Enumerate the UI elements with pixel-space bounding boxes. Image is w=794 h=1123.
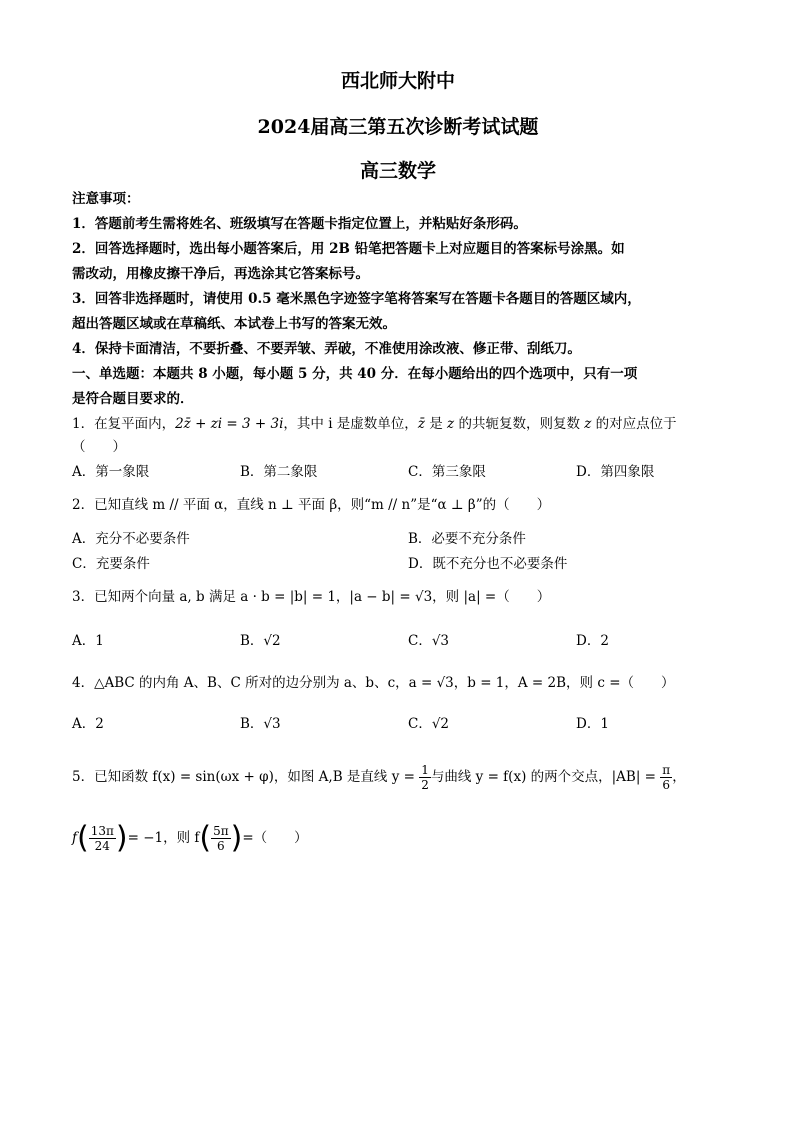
- q5-mid: 与曲线 y = f(x) 的两个交点，|AB| =: [430, 769, 656, 785]
- q3-option-a: A．1: [72, 633, 104, 649]
- q5-fraction-13pi-24: [89, 824, 116, 853]
- q2-option-d: D．既不充分也不必要条件: [408, 556, 568, 572]
- notice-item-1: 1．答题前考生需将姓名、班级填写在答题卡指定位置上，并粘贴好条形码。: [72, 216, 527, 232]
- q4-option-c: C．√2: [408, 716, 450, 732]
- q5-pi-den: 6: [662, 778, 671, 792]
- q1-option-b: B．第二象限: [240, 464, 318, 480]
- question-5-condition: [72, 818, 724, 859]
- q1-post: 的共轭复数，则复数: [454, 416, 585, 432]
- q1-option-a: A．第一象限: [72, 464, 150, 480]
- q5-tail: ，: [672, 769, 686, 785]
- q2-option-c: C．充要条件: [72, 556, 150, 572]
- q3-option-c: C．√3: [408, 633, 450, 649]
- q5-fraction-pi-6: [660, 763, 672, 792]
- q5-paren-close-2: ): [230, 820, 243, 856]
- q1-mid: ，其中 i 是虚数单位，: [283, 416, 418, 432]
- q4-option-b: B．√3: [240, 716, 281, 732]
- section-heading: 一、单选题：本题共 8 小题，每小题 5 分，共 40 分．在每小题给出的四个选项中，只有一项: [72, 366, 638, 382]
- q5-f1: f: [72, 830, 77, 846]
- q5-num2: 5π: [213, 824, 229, 838]
- q2-option-a: A．充分不必要条件: [72, 531, 190, 547]
- notice-item-2: 2．回答选择题时，选出每小题答案后，用 2B 铅笔把答题卡上对应题目的答案标号涂黑。如: [72, 241, 625, 257]
- q2-option-b: B．必要不充分条件: [408, 531, 526, 547]
- q5-fraction-5pi-6: [211, 824, 231, 853]
- q5-pi-num: π: [662, 763, 671, 777]
- q5-l2-tail: =（ ）: [242, 830, 308, 846]
- q5-paren-close-1: ): [115, 820, 128, 856]
- q5-pre: 5．已知函数 f(x) = sin(ωx + φ)，如图 A,B 是直线 y =: [72, 769, 415, 785]
- notice-item-3: 3．回答非选择题时，请使用 0.5 毫米黑色字迹签字笔将答案写在答题卡各题目的答题区域内，: [72, 291, 641, 307]
- q3-option-d: D．2: [576, 633, 609, 649]
- notice-item-3-cont: 超出答题区域或在草稿纸、本试卷上书写的答案无效。: [72, 316, 396, 332]
- q5-den2: 6: [217, 839, 225, 853]
- subject-title: 高三数学: [359, 160, 436, 182]
- q1-tail: 的对应点位于: [591, 416, 677, 432]
- q3-option-b: B．√2: [240, 633, 281, 649]
- q1-option-d: D．第四象限: [576, 464, 655, 480]
- question-1-stem: [72, 414, 724, 434]
- q5-num1: 13π: [90, 824, 114, 838]
- section-heading-cont: 是符合题目要求的．: [72, 391, 194, 407]
- q1-option-c: C．第三象限: [408, 464, 486, 480]
- q1-expr: 2z̄ + zi = 3 + 3i: [175, 416, 284, 432]
- q4-option-d: D．1: [576, 716, 609, 732]
- question-5-stem: [72, 760, 724, 794]
- q5-paren-open-1: (: [77, 820, 89, 856]
- question-3-stem: 3．已知两个向量 a, b 满足 a · b = |b| = 1，|a − b| = √3，则 |a| =（ ）: [72, 589, 551, 605]
- q1-z: z: [447, 416, 455, 432]
- question-4-stem: 4．△ABC 的内角 A、B、C 所对的边分别为 a、b、c，a = √3，b = 1，A = 2B，则 c =（ ）: [72, 675, 675, 691]
- q4-option-a: A．2: [72, 716, 104, 732]
- school-title: 西北师大附中: [340, 70, 455, 92]
- q5-half-num: 1: [421, 763, 429, 777]
- q5-paren-open-2: (: [199, 820, 212, 856]
- q1-z2: z: [584, 416, 592, 432]
- notice-item-2-cont: 需改动，用橡皮擦干净后，再选涂其它答案标号。: [72, 266, 369, 282]
- q5-half-den: 2: [421, 778, 429, 792]
- notice-heading: 注意事项：: [72, 191, 140, 207]
- question-2-stem: 2．已知直线 m // 平面 α，直线 n ⊥ 平面 β，则“m // n”是“α ⊥ β”的（ ）: [72, 497, 551, 513]
- exam-title: 2024届高三第五次诊断考试试题: [257, 116, 539, 138]
- q1-is: 是: [424, 416, 448, 432]
- q5-l2-mid: = −1，则 f: [127, 830, 200, 846]
- notice-item-4: 4．保持卡面清洁，不要折叠、不要弄皱、弄破，不准使用涂改液、修正带、刮纸刀。: [72, 341, 581, 357]
- q5-fraction-half: [419, 763, 431, 792]
- q1-pre: 1．在复平面内，: [72, 416, 176, 432]
- q5-den1: 24: [94, 839, 110, 853]
- q1-zbar: z̄: [417, 416, 425, 432]
- question-1-blank: （ ）: [72, 439, 126, 455]
